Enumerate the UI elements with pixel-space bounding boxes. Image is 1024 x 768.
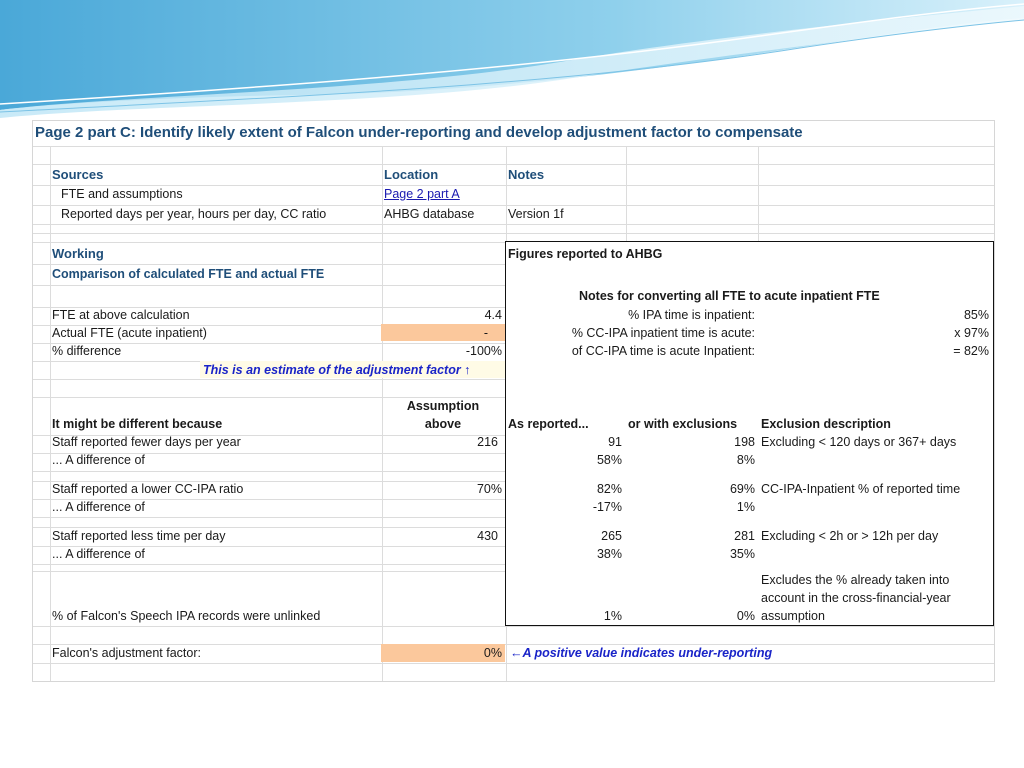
days-with-exclusions: 198 [734, 435, 755, 449]
time-diff-as-reported: 38% [596, 547, 622, 561]
source-reported-days: Reported days per year, hours per day, CC ratio [61, 207, 327, 221]
location-ahbg-database: AHBG database [384, 207, 475, 221]
unlinked-as-reported: 1% [603, 609, 622, 623]
days-label: Staff reported fewer days per year [52, 435, 241, 449]
exclusion-description-header: Exclusion description [761, 417, 891, 431]
conversion-notes-heading: Notes for converting all FTE to acute inpatient FTE [579, 289, 880, 303]
adjustment-factor-value: 0% [483, 646, 502, 660]
time-assumption: 430 [477, 529, 498, 543]
fte-calc-value: 4.4 [484, 308, 502, 322]
percent-difference-value: -100% [465, 344, 502, 358]
location-header: Location [384, 167, 439, 182]
actual-fte-label: Actual FTE (acute inpatient) [52, 326, 207, 340]
working-heading: Working [52, 246, 104, 261]
percent-difference-label: % difference [52, 344, 122, 358]
location-link-page2a[interactable]: Page 2 part A [384, 187, 460, 201]
reason-header: It might be different because [52, 417, 223, 431]
estimate-note: This is an estimate of the adjustment factor ↑ [203, 363, 471, 377]
under-reporting-note: ←A positive value indicates under-reporting [510, 646, 773, 660]
unlinked-description-line1: Excludes the % already taken into [761, 573, 950, 587]
ratio-assumption: 70% [476, 482, 502, 496]
unlinked-description-line3: assumption [761, 609, 825, 623]
ratio-with-exclusions: 69% [729, 482, 755, 496]
days-assumption: 216 [477, 435, 498, 449]
time-with-exclusions: 281 [734, 529, 755, 543]
fte-calc-label: FTE at above calculation [52, 308, 190, 322]
unlinked-description-line2: account in the cross-financial-year [761, 591, 951, 605]
with-exclusions-header: or with exclusions [628, 417, 738, 431]
ratio-diff-with-exclusions: 1% [736, 500, 755, 514]
ahbg-heading: Figures reported to AHBG [508, 247, 663, 261]
assumption-header-above: above [424, 417, 462, 431]
actual-fte-value: - [483, 326, 488, 340]
ratio-label: Staff reported a lower CC-IPA ratio [52, 482, 244, 496]
source-version: Version 1f [508, 207, 564, 221]
comparison-heading: Comparison of calculated FTE and actual FTE [52, 267, 325, 281]
days-diff-as-reported: 58% [596, 453, 622, 467]
page-title: Page 2 part C: Identify likely extent of Falcon under-reporting and develop adjustment factor to compensate [35, 124, 803, 141]
ratio-as-reported: 82% [596, 482, 622, 496]
as-reported-header: As reported... [508, 417, 589, 431]
ratio-diff-as-reported: -17% [592, 500, 622, 514]
cc-ipa-acute-value: x 97% [954, 326, 989, 340]
cc-ipa-acute-inpatient-value: = 82% [953, 344, 989, 358]
time-label: Staff reported less time per day [52, 529, 226, 543]
ratio-diff-label: ... A difference of [52, 500, 145, 514]
ratio-description: CC-IPA-Inpatient % of reported time [761, 482, 961, 496]
ipa-inpatient-label: % IPA time is inpatient: [628, 308, 755, 322]
time-as-reported: 265 [601, 529, 622, 543]
cc-ipa-acute-inpatient-label: of CC-IPA time is acute Inpatient: [571, 344, 755, 358]
wave-banner [0, 0, 1024, 120]
cc-ipa-acute-label: % CC-IPA inpatient time is acute: [571, 326, 755, 340]
assumption-header: Assumption [406, 399, 480, 413]
unlinked-with-exclusions: 0% [736, 609, 755, 623]
time-description: Excluding < 2h or > 12h per day [761, 529, 939, 543]
days-diff-with-exclusions: 8% [736, 453, 755, 467]
unlinked-label: % of Falcon's Speech IPA records were unlinked [52, 609, 321, 623]
notes-header: Notes [508, 167, 545, 182]
days-diff-label: ... A difference of [52, 453, 145, 467]
ipa-inpatient-value: 85% [963, 308, 989, 322]
days-as-reported: 91 [608, 435, 622, 449]
adjustment-factor-label: Falcon's adjustment factor: [52, 646, 201, 660]
sources-header: Sources [52, 167, 104, 182]
time-diff-with-exclusions: 35% [729, 547, 755, 561]
source-fte: FTE and assumptions [61, 187, 183, 201]
days-description: Excluding < 120 days or 367+ days [761, 435, 957, 449]
time-diff-label: ... A difference of [52, 547, 145, 561]
